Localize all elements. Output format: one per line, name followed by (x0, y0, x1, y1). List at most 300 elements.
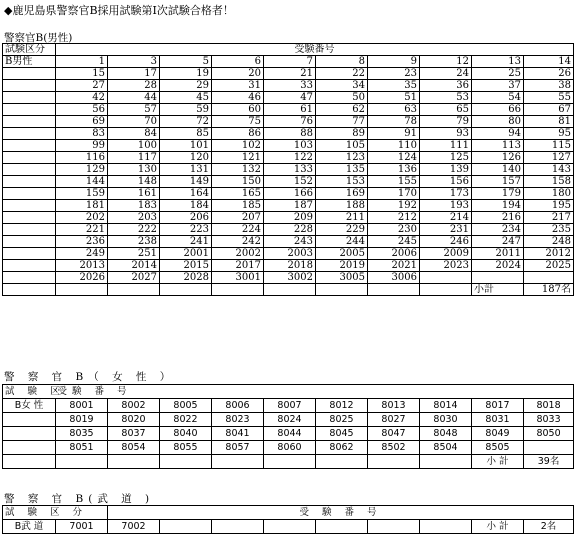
number-cell: 36 (420, 80, 472, 92)
number-cell: 60 (212, 104, 264, 116)
number-cell: 144 (56, 176, 108, 188)
number-cell: 251 (108, 248, 160, 260)
number-cell: 185 (212, 200, 264, 212)
number-cell: 187 (264, 200, 316, 212)
number-cell: 15 (56, 68, 108, 80)
number-cell: 180 (524, 188, 574, 200)
empty-cell (56, 455, 108, 469)
number-cell: 230 (368, 224, 420, 236)
empty-cell (108, 455, 160, 469)
number-cell: 2024 (472, 260, 524, 272)
number-cell: 46 (212, 92, 264, 104)
number-cell: 143 (524, 164, 574, 176)
table-header-row (3, 506, 574, 520)
number-cell: 2009 (420, 248, 472, 260)
number-cell: 235 (524, 224, 574, 236)
number-cell: 223 (160, 224, 212, 236)
number-cell: 7002 (108, 520, 160, 534)
number-cell: 155 (368, 176, 420, 188)
number-cell: 75 (212, 116, 264, 128)
category-cell (3, 128, 56, 140)
table-row (3, 200, 574, 212)
table-row (3, 272, 574, 284)
number-cell: 206 (160, 212, 212, 224)
number-cell: 83 (56, 128, 108, 140)
category-header: 試 験 区 (3, 385, 56, 399)
number-cell: 122 (264, 152, 316, 164)
number-cell: 99 (56, 140, 108, 152)
empty-cell (160, 455, 212, 469)
category-cell (3, 441, 56, 455)
number-cell: 2026 (56, 272, 108, 284)
number-cell: 33 (264, 80, 316, 92)
category-cell (3, 248, 56, 260)
female-section-heading: 警 察 官 B（ 女 性 ） (4, 371, 176, 383)
number-cell: 8002 (108, 399, 160, 413)
number-cell: 50 (316, 92, 368, 104)
table-row (3, 413, 574, 427)
number-cell: 2013 (56, 260, 108, 272)
empty-cell (420, 284, 472, 296)
number-cell: 231 (420, 224, 472, 236)
number-cell: 121 (212, 152, 264, 164)
category-header: 試 験 区 分 (3, 506, 108, 520)
number-cell: 127 (524, 152, 574, 164)
number-cell: 76 (264, 116, 316, 128)
number-cell: 164 (160, 188, 212, 200)
empty-cell (368, 455, 420, 469)
male-section-heading: 警察官B(男性) (4, 32, 73, 44)
subtotal-label: 小計 (472, 284, 524, 296)
category-cell (3, 116, 56, 128)
table-row (3, 224, 574, 236)
table-row (3, 188, 574, 200)
number-cell: 173 (420, 188, 472, 200)
subtotal-label: 小 計 (472, 520, 524, 534)
number-cell: 132 (212, 164, 264, 176)
empty-cell (160, 520, 212, 534)
number-cell: 8007 (264, 399, 316, 413)
number-cell: 101 (160, 140, 212, 152)
number-cell: 139 (420, 164, 472, 176)
table-row (3, 399, 574, 413)
number-cell: 8044 (264, 427, 316, 441)
number-cell: 100 (108, 140, 160, 152)
empty-cell (212, 520, 264, 534)
number-cell: 8045 (316, 427, 368, 441)
number-cell: 80 (472, 116, 524, 128)
number-cell: 129 (56, 164, 108, 176)
table-row (3, 80, 574, 92)
number-cell: 8014 (420, 399, 472, 413)
subtotal-label: 小 計 (472, 455, 524, 469)
number-cell: 21 (264, 68, 316, 80)
number-cell: 8049 (472, 427, 524, 441)
number-cell: 8027 (368, 413, 420, 427)
category-cell (3, 104, 56, 116)
female-results-table (2, 384, 574, 469)
number-cell: 156 (420, 176, 472, 188)
number-cell: 3001 (212, 272, 264, 284)
number-cell: 149 (160, 176, 212, 188)
number-cell (524, 272, 574, 284)
number-cell: 79 (420, 116, 472, 128)
number-cell: 7001 (56, 520, 108, 534)
subtotal-row (3, 455, 574, 469)
number-cell: 2014 (108, 260, 160, 272)
empty-cell (212, 455, 264, 469)
number-cell: 2023 (420, 260, 472, 272)
subtotal-value: 39名 (524, 455, 574, 469)
number-cell: 22 (316, 68, 368, 80)
number-cell: 8054 (108, 441, 160, 455)
number-cell: 2027 (108, 272, 160, 284)
table-row (3, 92, 574, 104)
number-cell: 159 (56, 188, 108, 200)
subtotal-value: 187名 (524, 284, 574, 296)
number-cell: 131 (160, 164, 212, 176)
empty-cell (368, 520, 420, 534)
table-row (3, 116, 574, 128)
number-cell: 57 (108, 104, 160, 116)
number-cell: 62 (316, 104, 368, 116)
number-cell: 166 (264, 188, 316, 200)
number-cell: 123 (316, 152, 368, 164)
number-cell: 65 (420, 104, 472, 116)
category-cell (3, 427, 56, 441)
number-cell: 1 (56, 56, 108, 68)
number-cell: 236 (56, 236, 108, 248)
subtotal-row (3, 284, 574, 296)
number-cell: 238 (108, 236, 160, 248)
number-cell: 8030 (420, 413, 472, 427)
number-cell: 2021 (368, 260, 420, 272)
number-cell: 8037 (108, 427, 160, 441)
number-cell: 117 (108, 152, 160, 164)
table-row (3, 248, 574, 260)
number-cell: 25 (472, 68, 524, 80)
number-cell: 165 (212, 188, 264, 200)
number-cell: 243 (264, 236, 316, 248)
number-cell: 8031 (472, 413, 524, 427)
number-cell: 13 (472, 56, 524, 68)
budo-section-heading: 警 察 官 B(武 道 ) (4, 493, 155, 505)
number-cell: 181 (56, 200, 108, 212)
number-cell: 3002 (264, 272, 316, 284)
empty-cell (3, 455, 56, 469)
number-cell: 8001 (56, 399, 108, 413)
number-cell: 6 (212, 56, 264, 68)
budo-results-table (2, 505, 574, 534)
number-cell: 8062 (316, 441, 368, 455)
number-cell: 216 (472, 212, 524, 224)
number-cell: 19 (160, 68, 212, 80)
number-cell: 214 (420, 212, 472, 224)
number-cell: 14 (524, 56, 574, 68)
empty-cell (316, 520, 368, 534)
category-cell (3, 212, 56, 224)
number-cell: 161 (108, 188, 160, 200)
number-cell: 61 (264, 104, 316, 116)
number-cell: 8025 (316, 413, 368, 427)
number-cell: 103 (264, 140, 316, 152)
table-row (3, 427, 574, 441)
number-cell: 8017 (472, 399, 524, 413)
number-cell: 152 (264, 176, 316, 188)
number-cell: 3 (108, 56, 160, 68)
category-cell (3, 164, 56, 176)
number-cell: 242 (212, 236, 264, 248)
table-row (3, 520, 574, 534)
number-cell: 51 (368, 92, 420, 104)
number-cell: 8019 (56, 413, 108, 427)
number-cell: 207 (212, 212, 264, 224)
number-cell: 8018 (524, 399, 574, 413)
category-header: 試験区分 (3, 44, 56, 56)
number-cell: 8502 (368, 441, 420, 455)
number-cell: 45 (160, 92, 212, 104)
number-cell: 8033 (524, 413, 574, 427)
number-cell: 148 (108, 176, 160, 188)
number-cell: 8035 (56, 427, 108, 441)
number-cell: 27 (56, 80, 108, 92)
number-cell: 85 (160, 128, 212, 140)
category-cell (3, 413, 56, 427)
category-cell (3, 188, 56, 200)
number-cell: 9 (368, 56, 420, 68)
category-cell: B武 道 (3, 520, 56, 534)
number-cell: 12 (420, 56, 472, 68)
number-cell: 153 (316, 176, 368, 188)
number-cell: 244 (316, 236, 368, 248)
empty-cell (316, 284, 368, 296)
empty-cell (264, 455, 316, 469)
number-cell: 212 (368, 212, 420, 224)
number-cell: 140 (472, 164, 524, 176)
number-cell: 130 (108, 164, 160, 176)
number-cell: 170 (368, 188, 420, 200)
number-cell: 77 (316, 116, 368, 128)
number-cell: 2006 (368, 248, 420, 260)
number-cell: 8048 (420, 427, 472, 441)
number-cell: 8040 (160, 427, 212, 441)
empty-cell (3, 284, 56, 296)
number-cell: 246 (420, 236, 472, 248)
number-cell: 66 (472, 104, 524, 116)
number-cell: 70 (108, 116, 160, 128)
number-cell: 8005 (160, 399, 212, 413)
number-cell: 234 (472, 224, 524, 236)
number-cell: 95 (524, 128, 574, 140)
number-cell: 86 (212, 128, 264, 140)
number-cell: 136 (368, 164, 420, 176)
number-cell (524, 441, 574, 455)
number-cell: 124 (368, 152, 420, 164)
number-cell: 8057 (212, 441, 264, 455)
table-row (3, 140, 574, 152)
number-cell: 69 (56, 116, 108, 128)
number-cell: 249 (56, 248, 108, 260)
number-cell: 78 (368, 116, 420, 128)
number-cell: 7 (264, 56, 316, 68)
number-cell: 8055 (160, 441, 212, 455)
number-cell: 179 (472, 188, 524, 200)
number-cell: 8050 (524, 427, 574, 441)
number-cell: 229 (316, 224, 368, 236)
number-cell: 217 (524, 212, 574, 224)
number-cell: 28 (108, 80, 160, 92)
number-cell: 120 (160, 152, 212, 164)
number-cell: 35 (368, 80, 420, 92)
table-row (3, 68, 574, 80)
empty-cell (264, 284, 316, 296)
number-cell: 2001 (160, 248, 212, 260)
number-cell: 72 (160, 116, 212, 128)
table-row (3, 128, 574, 140)
number-cell: 2012 (524, 248, 574, 260)
category-cell (3, 140, 56, 152)
table-header-row (3, 385, 574, 399)
number-cell: 111 (420, 140, 472, 152)
empty-cell (420, 455, 472, 469)
number-cell: 2025 (524, 260, 574, 272)
number-cell: 29 (160, 80, 212, 92)
number-cell: 113 (472, 140, 524, 152)
number-cell: 2018 (264, 260, 316, 272)
numbers-header: 受験番号 (56, 44, 574, 56)
number-cell: 2002 (212, 248, 264, 260)
number-cell: 157 (472, 176, 524, 188)
table-header-row (3, 44, 574, 56)
category-cell (3, 92, 56, 104)
number-cell: 194 (472, 200, 524, 212)
number-cell: 241 (160, 236, 212, 248)
category-cell (3, 260, 56, 272)
number-cell: 42 (56, 92, 108, 104)
category-cell (3, 80, 56, 92)
number-cell: 195 (524, 200, 574, 212)
table-row (3, 56, 574, 68)
number-cell: 8012 (316, 399, 368, 413)
number-cell: 209 (264, 212, 316, 224)
number-cell: 102 (212, 140, 264, 152)
table-row (3, 260, 574, 272)
number-cell: 37 (472, 80, 524, 92)
number-cell: 126 (472, 152, 524, 164)
category-cell (3, 200, 56, 212)
number-cell: 84 (108, 128, 160, 140)
table-row (3, 441, 574, 455)
number-cell: 63 (368, 104, 420, 116)
number-cell: 8 (316, 56, 368, 68)
number-cell: 89 (316, 128, 368, 140)
empty-cell (368, 284, 420, 296)
category-cell: B女 性 (3, 399, 56, 413)
male-results-table (2, 43, 574, 296)
number-cell: 94 (472, 128, 524, 140)
number-cell: 38 (524, 80, 574, 92)
number-cell: 2011 (472, 248, 524, 260)
number-cell: 169 (316, 188, 368, 200)
number-cell: 2005 (316, 248, 368, 260)
number-cell: 150 (212, 176, 264, 188)
number-cell: 2019 (316, 260, 368, 272)
empty-cell (56, 284, 108, 296)
category-cell (3, 68, 56, 80)
number-cell: 188 (316, 200, 368, 212)
number-cell: 8051 (56, 441, 108, 455)
number-cell: 183 (108, 200, 160, 212)
number-cell (472, 272, 524, 284)
category-cell (3, 152, 56, 164)
number-cell: 125 (420, 152, 472, 164)
number-cell: 115 (524, 140, 574, 152)
numbers-header: 受験 番 号 (56, 385, 574, 399)
number-cell: 23 (368, 68, 420, 80)
number-cell: 193 (420, 200, 472, 212)
number-cell: 3006 (368, 272, 420, 284)
empty-cell (108, 284, 160, 296)
number-cell: 224 (212, 224, 264, 236)
number-cell: 211 (316, 212, 368, 224)
number-cell: 110 (368, 140, 420, 152)
number-cell: 116 (56, 152, 108, 164)
number-cell: 2003 (264, 248, 316, 260)
table-row (3, 104, 574, 116)
number-cell: 8505 (472, 441, 524, 455)
number-cell: 44 (108, 92, 160, 104)
number-cell: 59 (160, 104, 212, 116)
number-cell: 5 (160, 56, 212, 68)
number-cell: 3005 (316, 272, 368, 284)
number-cell: 184 (160, 200, 212, 212)
table-row (3, 176, 574, 188)
table-row (3, 164, 574, 176)
number-cell: 248 (524, 236, 574, 248)
number-cell: 26 (524, 68, 574, 80)
number-cell: 158 (524, 176, 574, 188)
number-cell: 24 (420, 68, 472, 80)
number-cell: 245 (368, 236, 420, 248)
number-cell: 54 (472, 92, 524, 104)
number-cell: 93 (420, 128, 472, 140)
number-cell: 8023 (212, 413, 264, 427)
category-cell (3, 224, 56, 236)
table-row (3, 236, 574, 248)
category-cell (3, 272, 56, 284)
number-cell: 8504 (420, 441, 472, 455)
number-cell: 203 (108, 212, 160, 224)
empty-cell (316, 455, 368, 469)
number-cell: 133 (264, 164, 316, 176)
number-cell: 91 (368, 128, 420, 140)
number-cell: 2028 (160, 272, 212, 284)
category-cell (3, 236, 56, 248)
number-cell: 55 (524, 92, 574, 104)
number-cell: 222 (108, 224, 160, 236)
number-cell: 8024 (264, 413, 316, 427)
number-cell: 47 (264, 92, 316, 104)
number-cell: 8060 (264, 441, 316, 455)
number-cell: 228 (264, 224, 316, 236)
number-cell: 8020 (108, 413, 160, 427)
number-cell: 2015 (160, 260, 212, 272)
number-cell: 17 (108, 68, 160, 80)
number-cell (420, 272, 472, 284)
number-cell: 88 (264, 128, 316, 140)
empty-cell (212, 284, 264, 296)
number-cell: 2017 (212, 260, 264, 272)
